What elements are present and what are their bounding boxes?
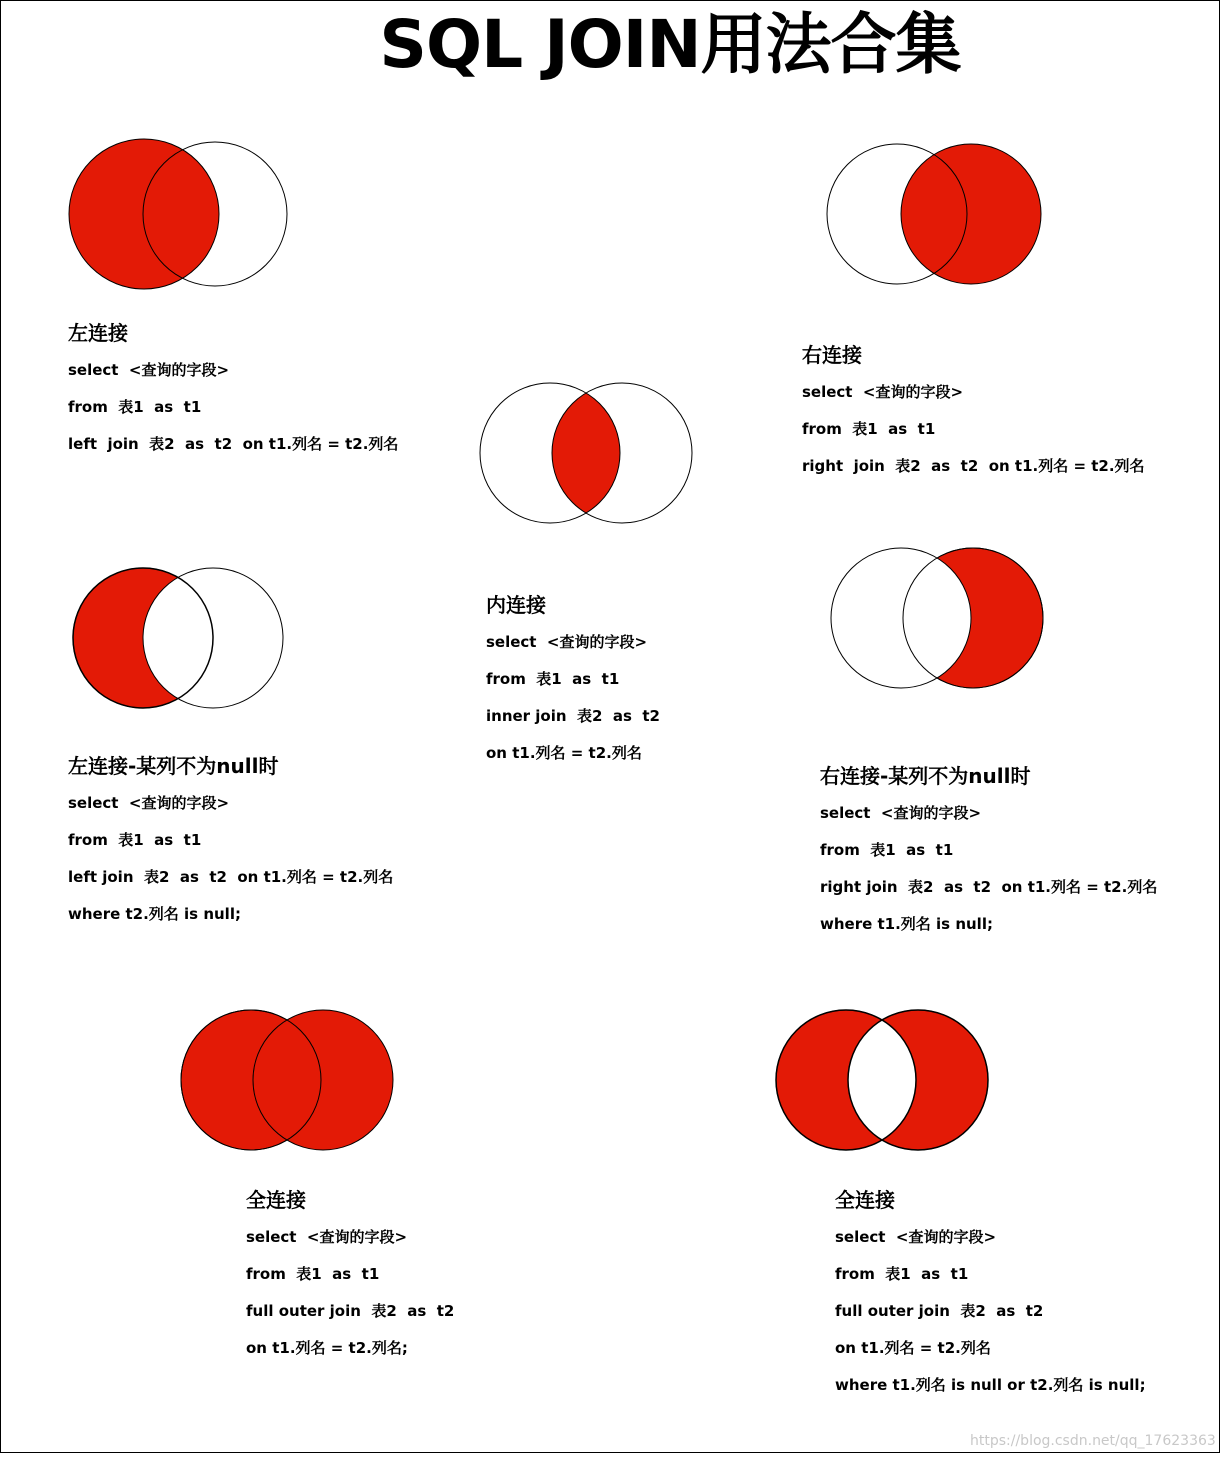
- circle-a: [831, 548, 971, 688]
- venn-left-join: [68, 142, 292, 288]
- block-left-join-null: [68, 753, 393, 941]
- block-full-join: [246, 1187, 454, 1375]
- sql-line: where t2.列名 is null;: [68, 905, 241, 923]
- block-full-join-exclusive: [835, 1187, 1146, 1412]
- sql-line: from 表1 as t1: [246, 1265, 380, 1283]
- sql-line: left join 表2 as t2 on t1.列名 = t2.列名: [68, 868, 394, 886]
- sql-line: on t1.列名 = t2.列名;: [246, 1339, 408, 1357]
- sql-line: full outer join 表2 as t2: [246, 1302, 455, 1320]
- venn-right-join: [826, 142, 1046, 288]
- intersection: [552, 383, 692, 523]
- venn-inner-join: [479, 382, 695, 526]
- sql-line: left join 表2 as t2 on t1.列名 = t2.列名: [68, 435, 399, 453]
- block-inner-join: [486, 592, 660, 780]
- circle-b: [901, 144, 1041, 284]
- sql-line: right join 表2 as t2 on t1.列名 = t2.列名: [820, 878, 1158, 896]
- sql-line: inner join 表2 as t2: [486, 707, 660, 725]
- sql-line: right join 表2 as t2 on t1.列名 = t2.列名: [802, 457, 1145, 475]
- block-left-join: [68, 320, 398, 471]
- sql-line: on t1.列名 = t2.列名: [486, 744, 642, 762]
- venn-full-join-exclusive: [774, 1009, 994, 1153]
- sql-line: from 表1 as t1: [68, 398, 202, 416]
- block-heading: 内连接: [486, 593, 546, 617]
- sql-line: select <查询的字段>: [246, 1228, 408, 1246]
- sql-line: where t1.列名 is null;: [820, 915, 993, 933]
- circle-a: [69, 139, 219, 289]
- circle-b: [253, 1010, 393, 1150]
- venn-full-join: [179, 1009, 399, 1153]
- sql-line: select <查询的字段>: [68, 794, 230, 812]
- page-title: SQL JOIN用法合集: [379, 6, 961, 83]
- sql-line: from 表1 as t1: [486, 670, 620, 688]
- sql-line: from 表1 as t1: [802, 420, 936, 438]
- sql-line: select <查询的字段>: [820, 804, 982, 822]
- sql-line: select <查询的字段>: [68, 361, 230, 379]
- block-heading: 左连接-某列不为null时: [68, 754, 279, 778]
- sql-line: on t1.列名 = t2.列名: [835, 1339, 991, 1357]
- block-heading: 右连接-某列不为null时: [820, 764, 1031, 788]
- block-heading: 全连接: [246, 1188, 306, 1212]
- sql-line: select <查询的字段>: [486, 633, 648, 651]
- sql-line: from 表1 as t1: [820, 841, 954, 859]
- sql-line: select <查询的字段>: [835, 1228, 997, 1246]
- sql-line: from 表1 as t1: [68, 831, 202, 849]
- venn-right-join-null: [829, 547, 1049, 691]
- venn-left-join-null: [68, 567, 288, 711]
- block-heading: 全连接: [835, 1188, 895, 1212]
- block-heading: 右连接: [802, 343, 862, 367]
- sql-line: select <查询的字段>: [802, 383, 964, 401]
- watermark: https://blog.csdn.net/qq_17623363: [970, 1433, 1216, 1449]
- sql-line: full outer join 表2 as t2: [835, 1302, 1044, 1320]
- block-heading: 左连接: [68, 321, 128, 345]
- block-right-join: [802, 342, 1145, 493]
- sql-line: from 表1 as t1: [835, 1265, 969, 1283]
- block-right-join-null: [820, 763, 1157, 951]
- sql-line: where t1.列名 is null or t2.列名 is null;: [835, 1376, 1146, 1394]
